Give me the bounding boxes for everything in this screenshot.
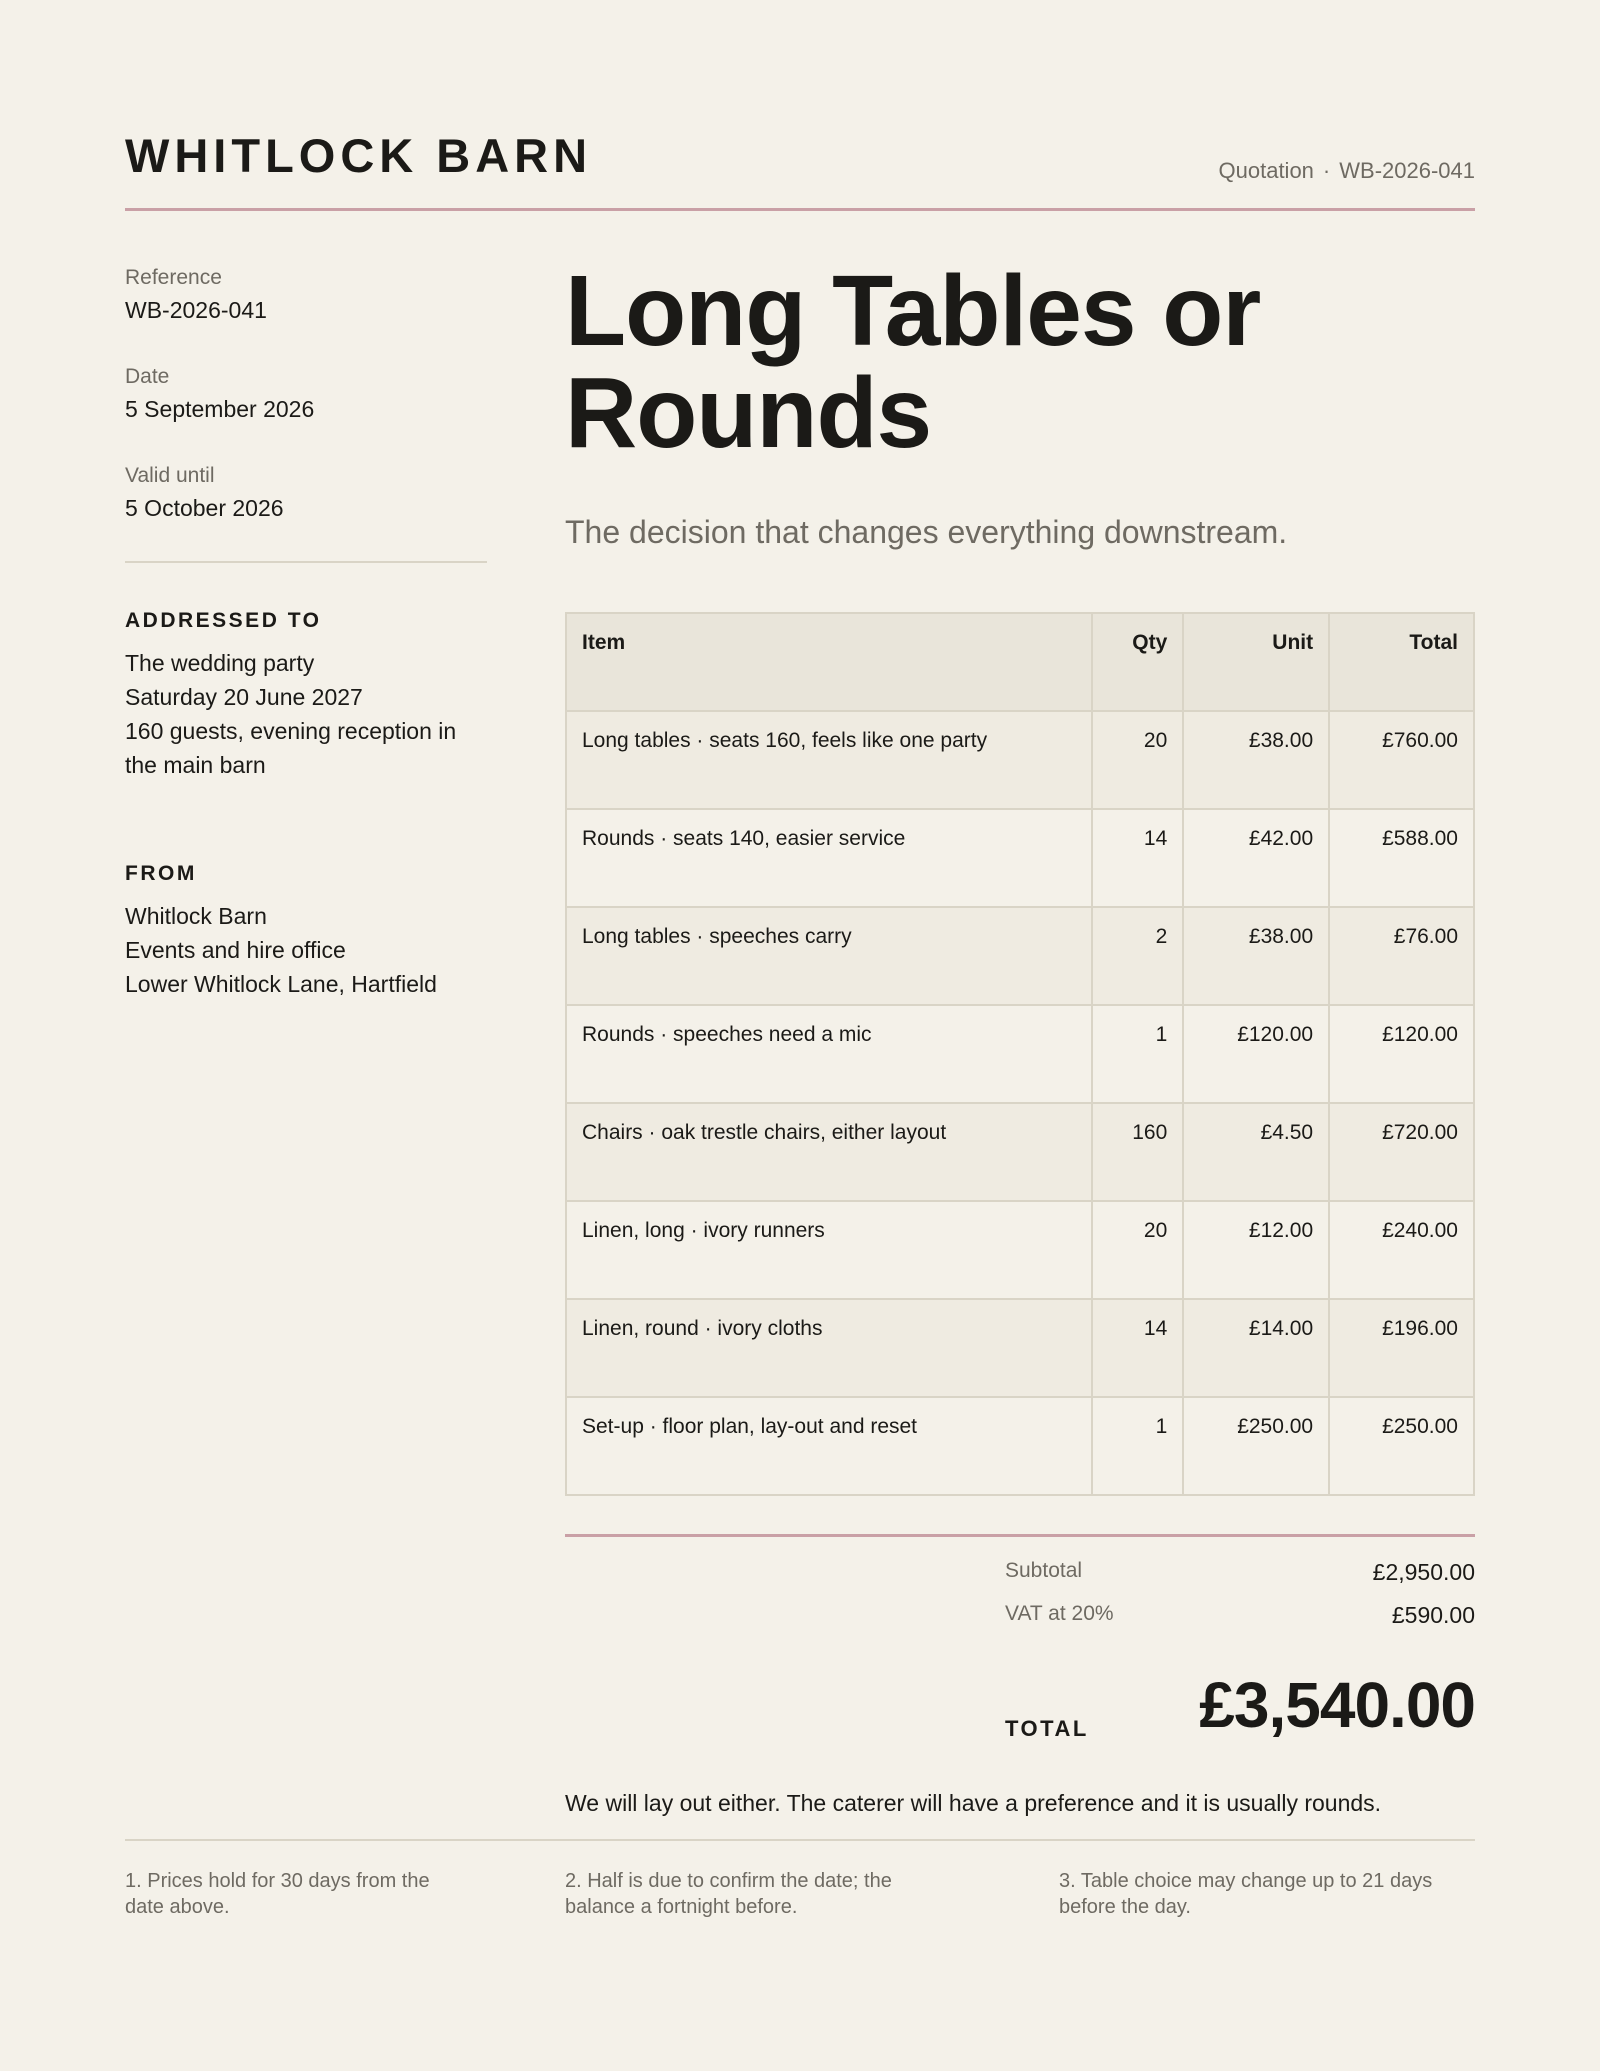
from-line: Lower Whitlock Lane, Hartfield: [125, 971, 437, 997]
table-row: [566, 1103, 1474, 1201]
brand-name: WHITLOCK BARN: [125, 129, 593, 182]
footer-rule: [125, 1839, 1475, 1841]
from-line: Events and hire office: [125, 937, 346, 963]
cell-item: Linen, round · ivory cloths: [566, 1299, 1092, 1397]
totals-rule: [565, 1534, 1475, 1537]
cell-qty: 1: [1092, 1397, 1183, 1495]
cell-item: Long tables · seats 160, feels like one party: [566, 711, 1092, 809]
quotation-page: [125, 0, 1475, 2071]
footnote-line: balance a fortnight before.: [565, 1896, 798, 1918]
valid-until-label: Valid until: [125, 464, 215, 487]
table-row: [566, 907, 1474, 1005]
footnote-line: date above.: [125, 1896, 230, 1918]
cell-qty: 14: [1092, 809, 1183, 907]
addressed-to-lines: [125, 646, 487, 782]
from-lines: [125, 899, 487, 1001]
cell-item: Long tables · speeches carry: [566, 907, 1092, 1005]
left-column: [125, 264, 487, 1001]
cell-unit: £4.50: [1183, 1103, 1329, 1201]
vat-label: VAT at 20%: [1005, 1602, 1114, 1625]
cell-total: £240.00: [1329, 1201, 1474, 1299]
table-row: [566, 1397, 1474, 1495]
cell-total: £120.00: [1329, 1005, 1474, 1103]
footnote-line: 3. Table choice may change up to 21 days: [1059, 1870, 1433, 1892]
cell-unit: £12.00: [1183, 1201, 1329, 1299]
cell-unit: £38.00: [1183, 711, 1329, 809]
column-header-item: Item: [566, 613, 1092, 711]
cell-total: £196.00: [1329, 1299, 1474, 1397]
from-line: Whitlock Barn: [125, 903, 267, 929]
footnote-1: [125, 1868, 525, 1920]
cell-item: Chairs · oak trestle chairs, either layout: [566, 1103, 1092, 1201]
title-line: Long Tables or: [565, 255, 1261, 367]
title-line: Rounds: [565, 357, 932, 469]
cell-unit: £120.00: [1183, 1005, 1329, 1103]
cell-unit: £38.00: [1183, 907, 1329, 1005]
left-divider: [125, 561, 487, 563]
page-title: [565, 255, 1475, 469]
meta-separator: ·: [1322, 158, 1331, 183]
reference-block: [125, 264, 487, 328]
subtotal-label: Subtotal: [1005, 1559, 1083, 1582]
table-header-row: [566, 613, 1474, 711]
subtotal-value: £2,950.00: [1372, 1559, 1475, 1585]
right-column: [565, 255, 1475, 1816]
column-header-unit: Unit: [1183, 613, 1329, 711]
total-value: £3,540.00: [1199, 1669, 1475, 1741]
table-row: [566, 1201, 1474, 1299]
table-row: [566, 711, 1474, 809]
table-row: [566, 809, 1474, 907]
cell-item: Rounds · speeches need a mic: [566, 1005, 1092, 1103]
document-type-number: [1219, 158, 1475, 184]
cell-qty: 20: [1092, 711, 1183, 809]
cell-unit: £42.00: [1183, 809, 1329, 907]
cell-qty: 20: [1092, 1201, 1183, 1299]
cell-unit: £14.00: [1183, 1299, 1329, 1397]
reference-value: WB-2026-041: [125, 297, 267, 323]
footnote-3: [1059, 1868, 1475, 1920]
footnote-line: 2. Half is due to confirm the date; the: [565, 1870, 892, 1892]
date-block: [125, 363, 487, 427]
line-items-table: [565, 612, 1475, 1496]
document-type: Quotation: [1218, 158, 1314, 183]
cell-total: £760.00: [1329, 711, 1474, 809]
addressed-to-line: 160 guests, evening reception in: [125, 718, 457, 744]
cell-total: £588.00: [1329, 809, 1474, 907]
closing-note: We will lay out either. The caterer will have a preference and it is usually rounds.: [565, 1790, 1382, 1816]
footnote-2: [565, 1868, 1005, 1920]
footnote-line: before the day.: [1059, 1896, 1191, 1918]
footnote-line: 1. Prices hold for 30 days from the: [125, 1870, 430, 1892]
valid-until-value: 5 October 2026: [125, 495, 284, 521]
from-heading: FROM: [125, 862, 197, 885]
reference-label: Reference: [125, 266, 222, 289]
addressed-to-heading: ADDRESSED TO: [125, 609, 322, 632]
cell-qty: 2: [1092, 907, 1183, 1005]
cell-total: £76.00: [1329, 907, 1474, 1005]
cell-item: Set-up · floor plan, lay-out and reset: [566, 1397, 1092, 1495]
table-row: [566, 1299, 1474, 1397]
header-rule: [125, 208, 1475, 211]
valid-until-block: [125, 462, 487, 526]
column-header-qty: Qty: [1092, 613, 1183, 711]
addressed-to-line: the main barn: [125, 752, 266, 778]
cell-qty: 14: [1092, 1299, 1183, 1397]
total-label: TOTAL: [1005, 1716, 1089, 1741]
cell-item: Linen, long · ivory runners: [566, 1201, 1092, 1299]
date-label: Date: [125, 365, 170, 388]
cell-item: Rounds · seats 140, easier service: [566, 809, 1092, 907]
cell-unit: £250.00: [1183, 1397, 1329, 1495]
document-number: WB-2026-041: [1339, 158, 1475, 183]
addressed-to-line: Saturday 20 June 2027: [125, 684, 363, 710]
cell-qty: 1: [1092, 1005, 1183, 1103]
vat-value: £590.00: [1391, 1602, 1475, 1628]
cell-total: £250.00: [1329, 1397, 1474, 1495]
page-subtitle: The decision that changes everything downstream.: [565, 514, 1288, 550]
date-value: 5 September 2026: [125, 396, 315, 422]
cell-qty: 160: [1092, 1103, 1183, 1201]
table-row: [566, 1005, 1474, 1103]
cell-total: £720.00: [1329, 1103, 1474, 1201]
column-header-total: Total: [1329, 613, 1474, 711]
addressed-to-line: The wedding party: [125, 650, 315, 676]
